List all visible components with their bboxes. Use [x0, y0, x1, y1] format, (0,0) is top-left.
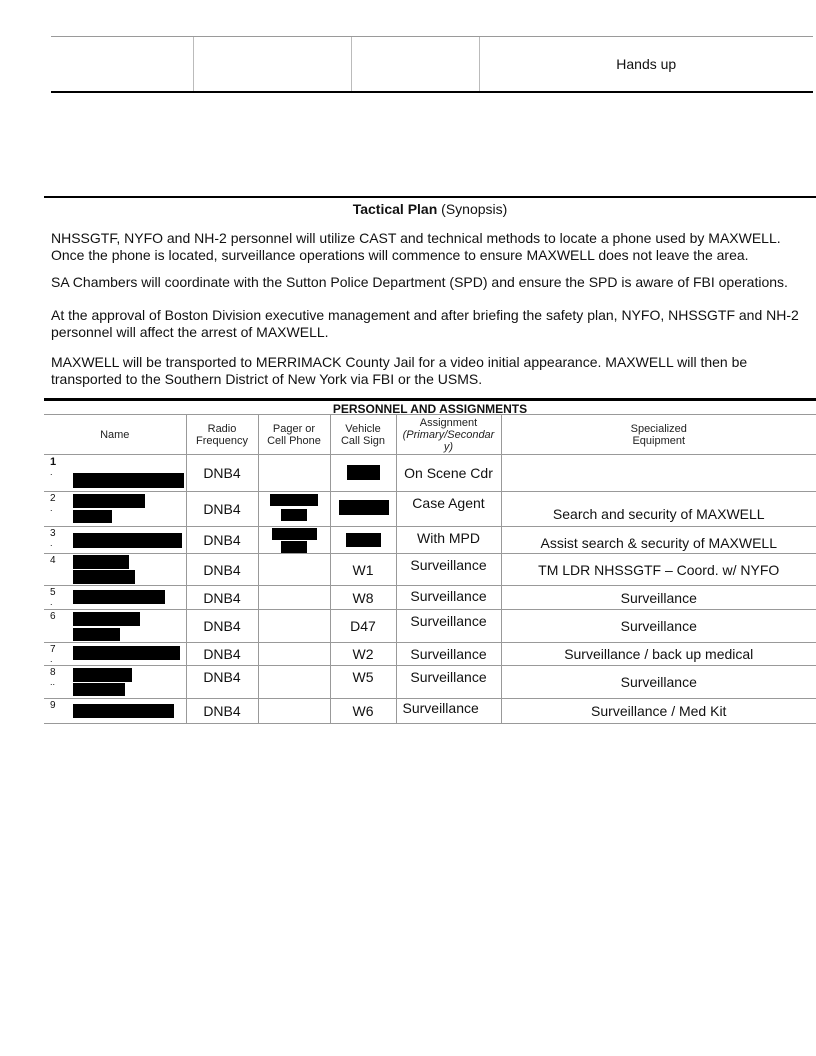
redaction-block [73, 494, 145, 508]
assignment-cell: Surveillance [396, 610, 501, 643]
name-cell [44, 554, 186, 586]
tactical-paragraph-4: MAXWELL will be transported to MERRIMACK County Jail for a video initial appearance. MAXWELL will then be transported to the Southern District of New York via FBI or the USMS. [51, 354, 748, 387]
name-cell [44, 610, 186, 643]
assignment-cell: Surveillance [396, 666, 501, 699]
radio-cell: DNB4 [186, 586, 258, 610]
personnel-row [44, 492, 816, 527]
redaction-block [272, 528, 317, 540]
row-number: 8 .. [50, 667, 56, 687]
radio-cell: DNB4 [186, 699, 258, 724]
vehicle-cell [330, 455, 396, 492]
redaction-block [347, 465, 380, 480]
row-number: 6 [50, 611, 56, 622]
row-number: 3 . [50, 528, 56, 548]
assignment-cell: Case Agent [396, 492, 501, 527]
tactical-plan-heading [44, 201, 816, 217]
personnel-row [44, 643, 816, 666]
radio-cell: DNB4 [186, 554, 258, 586]
personnel-row [44, 666, 816, 699]
personnel-row [44, 527, 816, 554]
equipment-cell: Surveillance [501, 586, 816, 610]
redaction-block [73, 510, 112, 523]
tactical-paragraph-3: At the approval of Boston Division executive management and after briefing the safety plan, NYFO, NHSSGTF and NH-2 personnel will affect the arrest of MAXWELL. [51, 307, 799, 340]
name-cell [44, 666, 186, 699]
redaction-block [73, 590, 165, 604]
tactical-plan-rule [44, 196, 816, 198]
name-cell [44, 492, 186, 527]
vehicle-cell: W5 [330, 666, 396, 699]
tactical-paragraph-2: SA Chambers will coordinate with the Sutton Police Department (SPD) and ensure the SPD is aware of FBI operations. [51, 274, 788, 290]
pager-cell [258, 586, 330, 610]
header-pager-cell: Pager or Cell Phone [258, 415, 330, 455]
assignment-cell: Surveillance [396, 586, 501, 610]
header-specialized-equipment: Specialized Equipment [501, 415, 816, 455]
vehicle-cell: W2 [330, 643, 396, 666]
tactical-plan-title: Tactical Plan [352, 201, 438, 217]
pager-cell [258, 527, 330, 554]
row-number: 7 . [50, 644, 56, 664]
name-cell [44, 586, 186, 610]
header-name: Name [44, 415, 186, 455]
row-number: 1 . [50, 456, 57, 477]
assignment-cell: Surveillance [396, 554, 501, 586]
redaction-block [73, 612, 140, 626]
equipment-cell: TM LDR NHSSGTF – Coord. w/ NYFO [501, 554, 816, 586]
pager-cell [258, 699, 330, 724]
pager-cell [258, 666, 330, 699]
equipment-cell: Surveillance / back up medical [501, 643, 816, 666]
top-table-row [51, 37, 813, 93]
personnel-row [44, 699, 816, 724]
radio-cell: DNB4 [186, 455, 258, 492]
equipment-cell: Surveillance [501, 666, 816, 699]
header-radio-frequency: Radio Frequency [186, 415, 258, 455]
personnel-row [44, 554, 816, 586]
personnel-row [44, 610, 816, 643]
assignment-cell: With MPD [396, 527, 501, 554]
assignment-cell: On Scene Cdr [396, 455, 501, 492]
radio-cell: DNB4 [186, 527, 258, 554]
redaction-block [73, 570, 135, 584]
assignment-cell: Surveillance [396, 643, 501, 666]
redaction-block [270, 494, 318, 506]
redaction-block [73, 533, 182, 548]
vehicle-cell: W6 [330, 699, 396, 724]
pager-cell [258, 610, 330, 643]
radio-cell: DNB4 [186, 492, 258, 527]
vehicle-cell: D47 [330, 610, 396, 643]
name-cell [44, 455, 186, 492]
name-cell [44, 643, 186, 666]
equipment-cell: Surveillance / Med Kit [501, 699, 816, 724]
redaction-block [73, 473, 184, 488]
radio-cell: DNB4 [186, 666, 258, 699]
vehicle-cell: W1 [330, 554, 396, 586]
personnel-rule [44, 398, 816, 401]
redaction-block [346, 533, 381, 547]
redaction-block [339, 500, 389, 515]
redaction-block [73, 668, 132, 682]
header-vehicle-call-sign: Vehicle Call Sign [330, 415, 396, 455]
redaction-block [281, 509, 307, 521]
assignment-cell: Surveillance [396, 699, 501, 724]
top-cell-3 [351, 37, 479, 93]
row-number: 9 [50, 700, 56, 711]
personnel-table [44, 414, 816, 724]
redaction-block [73, 646, 180, 660]
top-cell-1 [51, 37, 193, 93]
personnel-title: PERSONNEL AND ASSIGNMENTS [332, 402, 528, 416]
vehicle-cell [330, 527, 396, 554]
personnel-row [44, 455, 816, 492]
equipment-cell: Assist search & security of MAXWELL [501, 527, 816, 554]
name-cell [44, 699, 186, 724]
equipment-cell: Surveillance [501, 610, 816, 643]
vehicle-cell: W8 [330, 586, 396, 610]
row-number: 2 . [50, 493, 56, 513]
top-cell-2 [193, 37, 351, 93]
equipment-cell [501, 455, 816, 492]
redaction-block [73, 704, 174, 718]
personnel-header-row [44, 415, 816, 455]
redaction-block [73, 683, 125, 696]
radio-cell: DNB4 [186, 643, 258, 666]
vehicle-cell [330, 492, 396, 527]
equipment-cell: Search and security of MAXWELL [501, 492, 816, 527]
tactical-plan-subtitle: (Synopsis) [437, 201, 508, 217]
radio-cell: DNB4 [186, 610, 258, 643]
pager-cell [258, 492, 330, 527]
tactical-paragraph-1: NHSSGTF, NYFO and NH-2 personnel will utilize CAST and technical methods to locate a phone used by MAXWELL. Once the phone is located, surveillance operations will commence to ensure MAXWELL does not leave the area. [51, 230, 781, 263]
row-number: 5 . [50, 587, 56, 607]
name-cell [44, 527, 186, 554]
pager-cell [258, 554, 330, 586]
header-assignment: Assignment (Primary/Secondar y) [396, 415, 501, 455]
row-number: 4 [50, 555, 56, 566]
top-fragment-table [51, 36, 813, 93]
personnel-row [44, 586, 816, 610]
pager-cell [258, 455, 330, 492]
redaction-block [73, 628, 120, 641]
redaction-block [281, 541, 307, 553]
pager-cell [258, 643, 330, 666]
top-cell-hands-up: Hands up [479, 37, 813, 93]
redaction-block [73, 555, 129, 569]
